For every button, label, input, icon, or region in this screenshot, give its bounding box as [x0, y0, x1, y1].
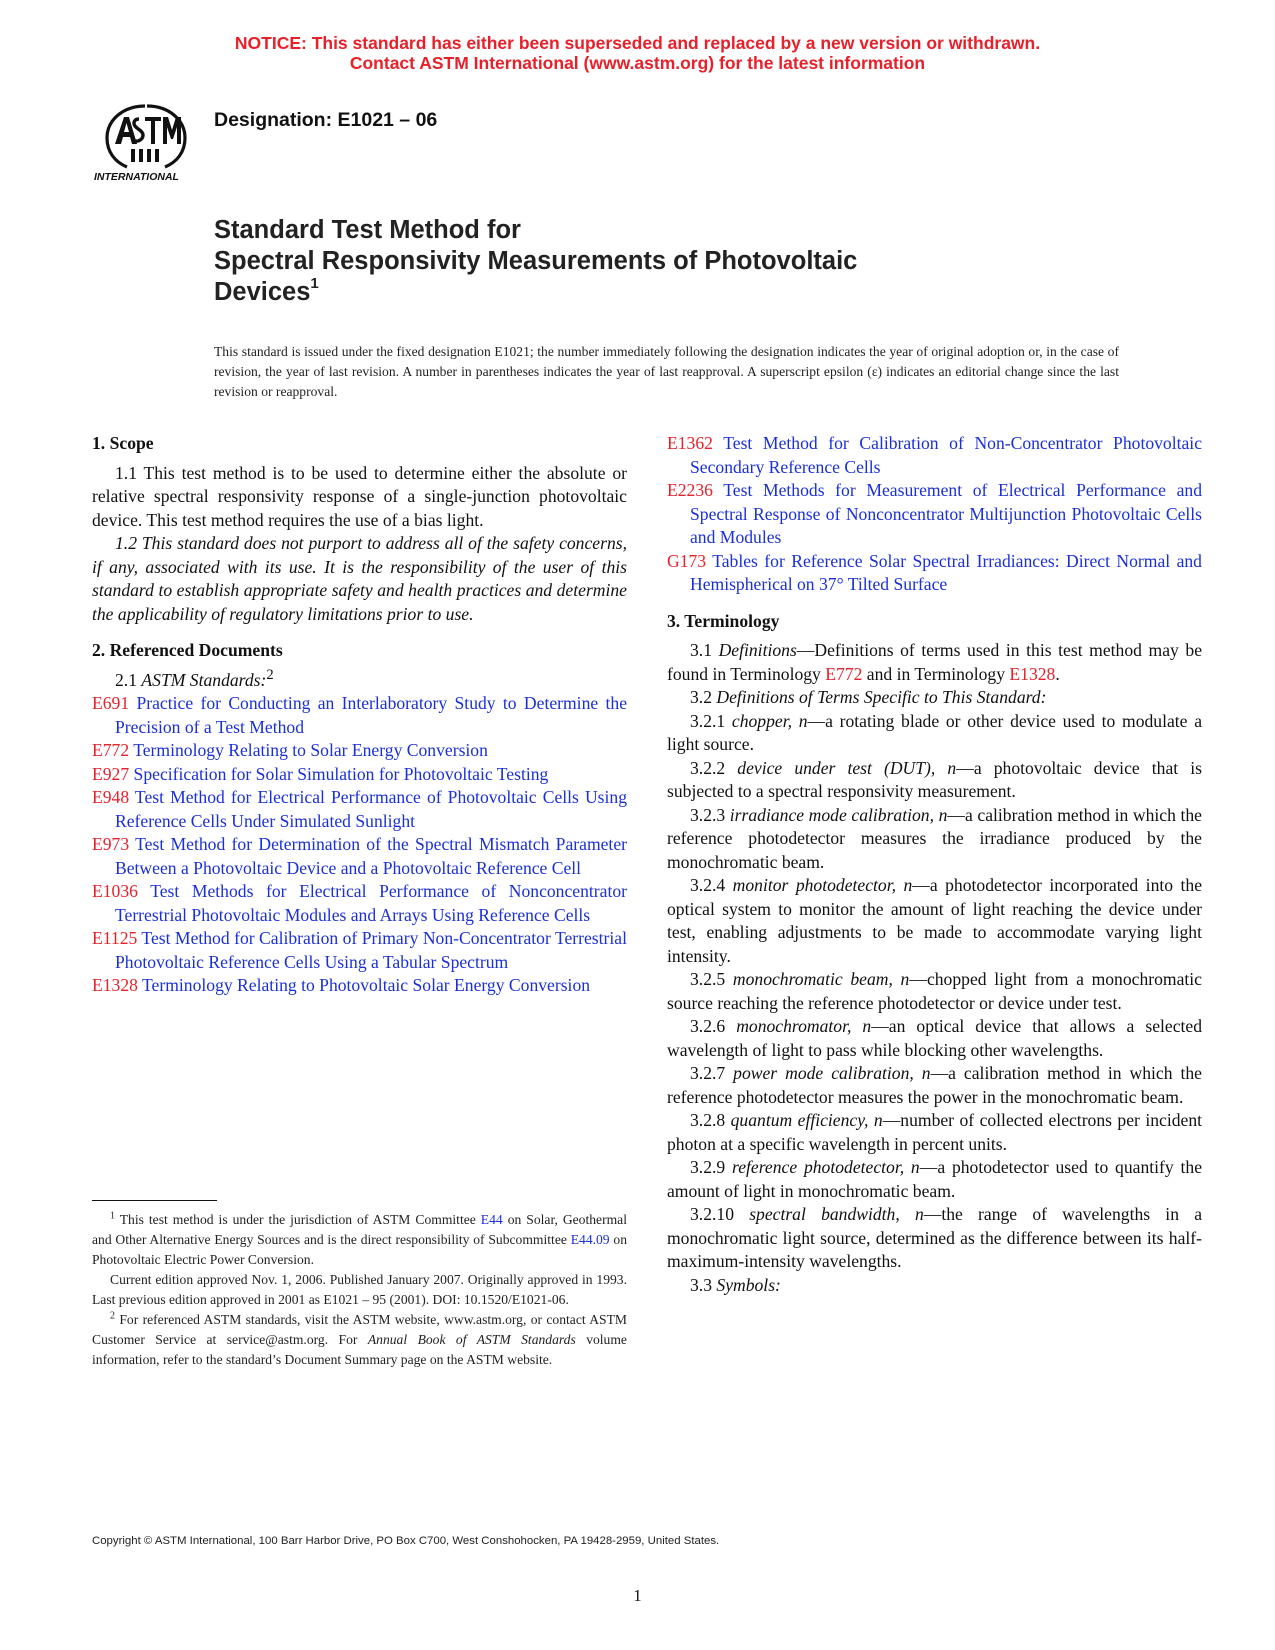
astm-international-logo-icon — [93, 102, 199, 182]
term-num: 3.2.1 — [690, 710, 726, 731]
specific-num: 3.2 — [690, 687, 712, 707]
term-name: device under test (DUT), n — [737, 757, 957, 778]
scope-heading: 1. Scope — [92, 433, 154, 453]
term-name: monitor photodetector, n — [732, 875, 913, 895]
ref-title[interactable]: Practice for Conducting an Interlaboratory Study to Determine the Precision of a Test Method — [115, 693, 627, 737]
referenced-documents-heading: 2. Referenced Documents — [92, 640, 283, 660]
footnote-1-text-a: This test method is under the jurisdiction of ASTM Committee — [119, 1212, 476, 1227]
ref-code[interactable]: E2236 — [667, 480, 713, 500]
footnote-2-mark: 2 — [110, 1310, 115, 1322]
footnote-1 — [92, 1210, 627, 1270]
term-num: 3.2.9 — [690, 1157, 726, 1177]
ref-item[interactable] — [667, 432, 1202, 479]
right-column — [667, 432, 1202, 1297]
term-name: monochromatic beam, n — [732, 969, 910, 989]
logo-label: INTERNATIONAL — [94, 171, 179, 182]
ref-code[interactable]: E973 — [92, 834, 130, 854]
terminology-link-e1328[interactable]: E1328 — [1009, 663, 1056, 684]
astm-standards-subheading — [92, 666, 627, 693]
term-def: —a calibration method in which the reference photodetector measures the irradiance produced by the monochromatic beam. — [667, 804, 1202, 872]
footnote-1-edition: Current edition approved Nov. 1, 2006. Published January 2007. Originally approved in 1993. Last previous edition approved in 2001 as E1021 – 95 (2001). DOI: 10.1520/E1021-06. — [92, 1272, 627, 1307]
footnote-1-text-b: on Solar, Geothermal and Other Alternative Energy Sources and is the direct responsibility of Subcommittee — [92, 1212, 627, 1247]
issued-note: This standard is issued under the fixed designation E1021; the number immediately following the designation indicates the year of original adoption or, in the case of revision, the year of last revision. A number in parentheses indicates the year of last reapproval. A superscript epsilon (ε) indicates an editorial change since the last revision or reapproval. — [214, 344, 1119, 399]
ref-item[interactable] — [92, 786, 627, 833]
ref-code[interactable]: E1328 — [92, 975, 138, 995]
term-num: 3.2.10 — [690, 1204, 734, 1224]
ref-item[interactable] — [92, 763, 627, 787]
ref-title[interactable]: Test Method for Calibration of Non-Concentrator Photovoltaic Secondary Reference Cells — [690, 433, 1202, 477]
term-definition — [667, 1203, 1202, 1274]
ref-title[interactable]: Terminology Relating to Solar Energy Conversion — [133, 740, 488, 760]
document-title — [214, 215, 1114, 308]
term-def: —number of collected electrons per incident photon at a specific wavelength in percent units. — [667, 1110, 1202, 1154]
designation: Designation: E1021 – 06 — [214, 109, 438, 131]
ref-item[interactable] — [667, 550, 1202, 597]
specific-label: Definitions of Terms Specific to This Standard: — [716, 687, 1047, 707]
term-definition — [667, 804, 1202, 875]
term-definition — [667, 1109, 1202, 1156]
term-def: —a rotating blade or other device used to modulate a light source. — [667, 710, 1203, 754]
title-line-2: Spectral Responsivity Measurements of Photovoltaic — [214, 247, 858, 275]
term-def: —a photodetector used to quantify the amount of light in monochromatic beam. — [667, 1157, 1203, 1201]
scope-paragraph-2: 1.2 This standard does not purport to address all of the safety concerns, if any, associated with its use. It is the responsibility of the user of this standard to establish appropriate safety and health practices and determine the applicability of regulatory limitations prior to use. — [92, 533, 627, 624]
term-name: chopper, n — [731, 710, 808, 731]
ref-item[interactable] — [92, 880, 627, 927]
title-line-3 — [214, 277, 1114, 308]
title-footnote-mark[interactable]: 1 — [310, 275, 319, 292]
term-name: power mode calibration, n — [733, 1063, 931, 1083]
ref-code[interactable]: E691 — [92, 693, 130, 713]
footnote-2 — [92, 1310, 627, 1370]
ref-item[interactable] — [92, 692, 627, 739]
ref-title[interactable]: Terminology Relating to Photovoltaic Solar Energy Conversion — [142, 975, 591, 995]
term-name: monochromator, n — [736, 1016, 872, 1036]
definitions-text-b: and in Terminology — [866, 663, 1005, 684]
definitions-end: . — [1055, 663, 1060, 684]
ref-item[interactable] — [667, 479, 1202, 550]
ref-code[interactable]: E1036 — [92, 881, 138, 901]
copyright-line: Copyright © ASTM International, 100 Barr Harbor Drive, PO Box C700, West Conshohocken, PA 19428-2959, United States. — [92, 1535, 720, 1547]
term-name: spectral bandwidth, n — [749, 1204, 924, 1224]
ref-title[interactable]: Test Methods for Electrical Performance of Nonconcentrator Terrestrial Photovoltaic Modules and Arrays Using Reference Cells — [115, 881, 627, 925]
terminology-link-e772[interactable]: E772 — [825, 663, 863, 684]
term-def: —a photovoltaic device that is subjected to a spectral responsivity measurement. — [667, 757, 1202, 801]
ref-code[interactable]: E772 — [92, 740, 130, 760]
page-number: 1 — [633, 1586, 642, 1605]
term-def: —chopped light from a monochromatic source reaching the reference photodetector or device under test. — [667, 969, 1202, 1013]
term-def: —the range of wavelengths in a monochromatic light source, determined as the difference between its half-maximum-intensity wavelengths. — [667, 1204, 1203, 1271]
term-definition — [667, 968, 1202, 1015]
ref-title[interactable]: Test Method for Calibration of Primary Non-Concentrator Terrestrial Photovoltaic Reference Cells Using a Tabular Spectrum — [115, 928, 627, 972]
term-num: 3.2.8 — [690, 1110, 726, 1130]
term-num: 3.2.3 — [690, 804, 726, 825]
footnotes — [92, 1210, 627, 1370]
term-def: —a calibration method in which the reference photodetector measures the power in the monochromatic beam. — [667, 1063, 1202, 1107]
term-def: —an optical device that allows a selected wavelength of light to pass while blocking other wavelengths. — [667, 1016, 1202, 1060]
term-definition — [667, 710, 1202, 757]
term-name: reference photodetector, n — [732, 1157, 920, 1177]
definitions-paragraph — [667, 639, 1202, 686]
ref-code[interactable]: E1125 — [92, 928, 138, 948]
term-def: —a photodetector incorporated into the optical system to monitor the amount of light reaching the device under test, enabling adjustments to be made to accommodate varying light intensity. — [667, 875, 1203, 966]
ref-title[interactable]: Tables for Reference Solar Spectral Irradiances: Direct Normal and Hemispherical on 37° Tilted Surface — [690, 550, 1202, 594]
ref-title[interactable]: Test Method for Determination of the Spectral Mismatch Parameter Between a Photovoltaic Device and a Photovoltaic Reference Cell — [115, 834, 627, 878]
footnote-2-italic: Annual Book of ASTM Standards — [367, 1332, 576, 1347]
notice-line-1: NOTICE: This standard has either been superseded and replaced by a new version or withdrawn. — [234, 33, 1041, 53]
ref-item[interactable] — [92, 974, 627, 998]
footnote-2-text-a: For referenced ASTM standards, visit the ASTM website, www.astm.org, or contact ASTM Customer Service at service@astm.org. For — [92, 1312, 628, 1347]
ref-item[interactable] — [92, 833, 627, 880]
footnote-1-mark: 1 — [110, 1210, 115, 1222]
definitions-text-a: —Definitions of terms used in this test method may be found in Terminology — [667, 640, 1202, 684]
symbols-num: 3.3 — [690, 1274, 712, 1295]
term-num: 3.2.4 — [690, 875, 726, 895]
symbols-subheading — [667, 1274, 1202, 1298]
term-definition — [667, 757, 1202, 804]
ref-code[interactable]: E927 — [92, 763, 130, 784]
astm-standards-num: 2.1 — [115, 669, 137, 690]
term-definition — [667, 1062, 1202, 1109]
footnote-divider — [92, 1200, 217, 1201]
title-line-3-text: Devices — [214, 278, 311, 306]
term-definition — [667, 874, 1202, 968]
title-line-1: Standard Test Method for — [214, 216, 521, 244]
ref-title[interactable]: Specification for Solar Simulation for Photovoltaic Testing — [133, 763, 549, 784]
committee-link[interactable]: E44 — [480, 1212, 503, 1227]
footnote-1-text-c: on Photovoltaic Electric Power Conversion. — [92, 1232, 628, 1267]
specific-definitions-subheading — [667, 686, 1202, 710]
left-column — [92, 432, 627, 998]
term-name: irradiance mode calibration, n — [729, 804, 948, 825]
term-definition — [667, 1015, 1202, 1062]
astm-standards-footnote-mark[interactable]: 2 — [266, 666, 274, 683]
ref-code[interactable]: G173 — [667, 550, 707, 571]
notice-line-2[interactable]: Contact ASTM International (www.astm.org) for the latest information — [349, 53, 926, 73]
subcommittee-link[interactable]: E44.09 — [570, 1232, 610, 1247]
ref-title[interactable]: Test Methods for Measurement of Electrical Performance and Spectral Response of Nonconcentrator Multijunction Photovoltaic Cells and Modules — [690, 480, 1202, 547]
withdrawal-notice — [0, 33, 1275, 73]
definitions-num: 3.1 — [690, 640, 712, 660]
ref-item[interactable] — [92, 739, 627, 763]
scope-paragraph-1: 1.1 This test method is to be used to determine either the absolute or relative spectral responsivity response of a single-junction photovoltaic device. This test method requires the use of a bias light. — [92, 462, 627, 530]
term-num: 3.2.2 — [690, 757, 726, 778]
term-definition — [667, 1156, 1202, 1203]
term-num: 3.2.7 — [690, 1063, 726, 1083]
definitions-label: Definitions — [718, 640, 797, 660]
term-name: quantum efficiency, n — [730, 1110, 883, 1130]
ref-item[interactable] — [92, 927, 627, 974]
terminology-heading: 3. Terminology — [667, 610, 780, 631]
ref-code[interactable]: E948 — [92, 787, 130, 807]
footnote-2-text-b: volume information, refer to the standard’s Document Summary page on the ASTM website. — [92, 1332, 627, 1367]
ref-title[interactable]: Test Method for Electrical Performance of Photovoltaic Cells Using Reference Cells Under Simulated Sunlight — [115, 787, 627, 831]
term-num: 3.2.5 — [690, 969, 726, 989]
symbols-label: Symbols: — [716, 1274, 781, 1295]
ref-code[interactable]: E1362 — [667, 433, 713, 453]
term-num: 3.2.6 — [690, 1016, 726, 1036]
astm-standards-label: ASTM Standards: — [141, 669, 267, 690]
